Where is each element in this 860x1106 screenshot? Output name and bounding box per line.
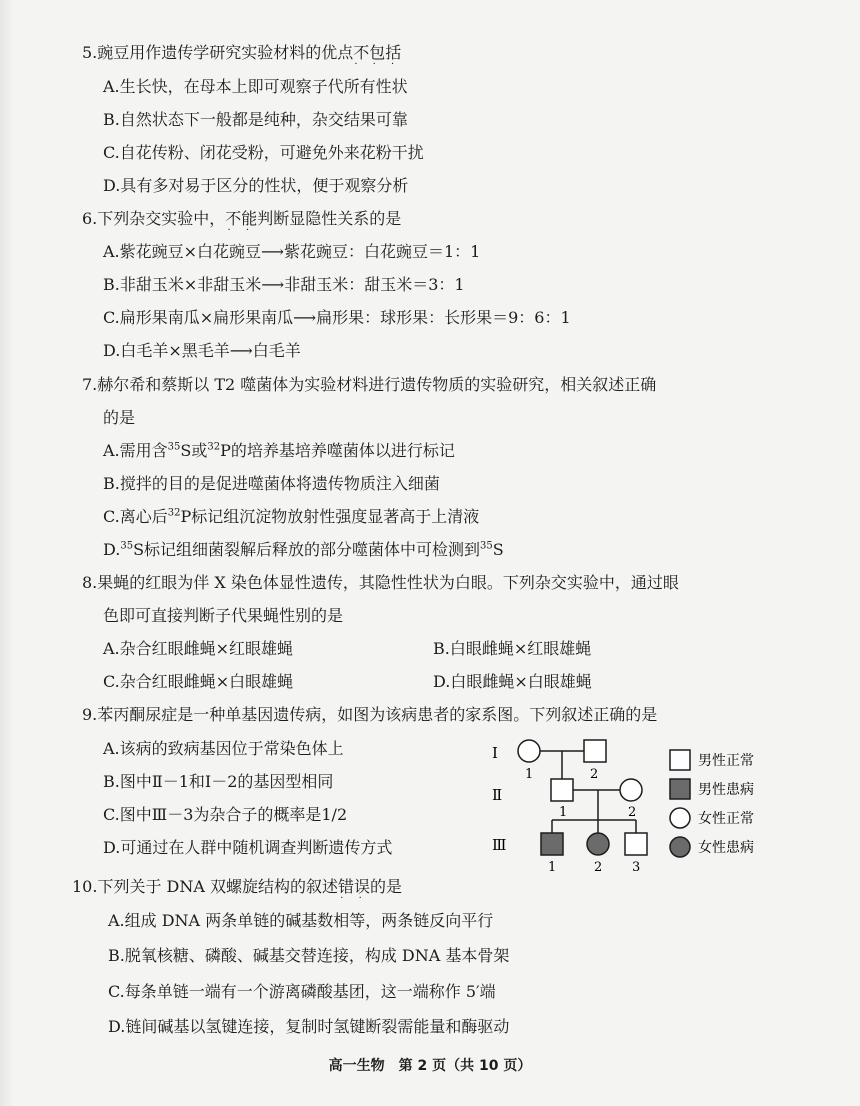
g1-2-male-normal xyxy=(584,740,606,762)
legend-male-affected-label: 男性患病 xyxy=(698,782,754,798)
q5-stem: 5.豌豆用作遗传学研究实验材料的优点不包括 · · · xyxy=(82,43,402,70)
q5-emphasis: 不包括 · · · xyxy=(353,43,402,70)
q9-option-c: C.图中Ⅲ－3为杂合子的概率是1/2 xyxy=(103,805,348,824)
generation-label-iii: Ⅲ xyxy=(492,836,507,854)
q10-option-a: A.组成 DNA 两条单链的碱基数相等，两条链反向平行 xyxy=(108,911,494,930)
legend-female-normal-icon xyxy=(670,808,690,828)
q8-option-b: B.白眼雌蝇×红眼雄蝇 xyxy=(433,639,592,658)
q10-stem: 10.下列关于 DNA 双螺旋结构的叙述错误 · · 的是 xyxy=(72,877,403,904)
q6-option-a: A.紫花豌豆×白花豌豆⟶紫花豌豆：白花豌豆＝1：1 xyxy=(103,242,481,261)
q7-option-b: B.搅拌的目的是促进噬菌体将遗传物质注入细菌 xyxy=(103,474,440,493)
q8-option-a: A.杂合红眼雌蝇×红眼雄蝇 xyxy=(103,639,294,658)
legend-male-affected-icon xyxy=(670,779,690,799)
q6-option-d: D.白毛羊×黑毛羊⟶白毛羊 xyxy=(103,341,301,360)
generation-label-ii: Ⅱ xyxy=(492,786,503,804)
page-footer: 高一生物 第 2 页（共 10 页） xyxy=(328,1058,532,1074)
generation-label-i: Ⅰ xyxy=(492,744,498,762)
q8-option-d: D.白眼雌蝇×白眼雄蝇 xyxy=(433,672,592,691)
g1-1-female-normal xyxy=(518,740,540,762)
legend-female-affected-icon xyxy=(670,837,690,857)
legend-male-normal-icon xyxy=(670,750,690,770)
q7-option-a: A.需用含$^{35}$S或$^{32}$P的培养基培养噬菌体以进行标记 xyxy=(103,441,455,460)
q7-stem-line1: 7.赫尔希和蔡斯以 T2 噬菌体为实验材料进行遗传物质的实验研究，相关叙述正确 xyxy=(82,375,657,394)
q6-stem: 6.下列杂交实验中，不能 · · 判断显隐性关系的是 xyxy=(82,209,402,236)
q5-option-c: C.自花传粉、闭花受粉，可避免外来花粉干扰 xyxy=(103,143,424,162)
q7-stem-line2: 的是 xyxy=(103,408,136,427)
q8-option-c: C.杂合红眼雌蝇×白眼雄蝇 xyxy=(103,672,294,691)
g3-2-female-affected xyxy=(587,833,609,855)
q6-option-c: C.扁形果南瓜×扁形果南瓜⟶扁形果：球形果：长形果＝9：6：1 xyxy=(103,308,571,327)
g3-3-number: 3 xyxy=(632,860,641,875)
q9-stem: 9.苯丙酮尿症是一种单基因遗传病，如图为该病患者的家系图。下列叙述正确的是 xyxy=(82,705,658,724)
q7-option-d: D.$^{35}$S标记组细菌裂解后释放的部分噬菌体中可检测到$^{35}$S xyxy=(103,540,504,559)
q8-stem-line2: 色即可直接判断子代果蝇性别的是 xyxy=(103,606,344,625)
q6-emphasis: 不能 · · xyxy=(225,209,258,236)
g3-3-male-normal xyxy=(625,833,647,855)
g1-1-number: 1 xyxy=(525,767,534,782)
q10-option-d: D.链间碱基以氢键连接，复制时氢键断裂需能量和酶驱动 xyxy=(108,1017,510,1036)
q9-option-b: B.图中Ⅱ－1和Ⅰ－2的基因型相同 xyxy=(103,772,334,791)
scan-edge xyxy=(0,0,14,1106)
pedigree-diagram xyxy=(488,736,788,876)
g2-1-number: 1 xyxy=(559,805,568,820)
g3-1-number: 1 xyxy=(548,860,557,875)
g2-2-female-normal xyxy=(620,779,642,801)
legend-male-normal-label: 男性正常 xyxy=(698,753,754,769)
g2-2-number: 2 xyxy=(628,805,637,820)
g1-2-number: 2 xyxy=(590,767,599,782)
q5-option-b: B.自然状态下一般都是纯种，杂交结果可靠 xyxy=(103,110,408,129)
q7-option-c: C.离心后$^{32}$P标记组沉淀物放射性强度显著高于上清液 xyxy=(103,507,480,526)
q8-stem-line1: 8.果蝇的红眼为伴 X 染色体显性遗传，其隐性性状为白眼。下列杂交实验中，通过眼 xyxy=(82,573,679,592)
q6-option-b: B.非甜玉米×非甜玉米⟶非甜玉米：甜玉米＝3：1 xyxy=(103,275,465,294)
q9-option-a: A.该病的致病基因位于常染色体上 xyxy=(103,739,344,758)
q10-option-c: C.每条单链一端有一个游离磷酸基团，这一端称作 5′端 xyxy=(108,982,496,1001)
g3-1-male-affected xyxy=(541,833,563,855)
q10-option-b: B.脱氧核糖、磷酸、碱基交替连接，构成 DNA 基本骨架 xyxy=(108,946,510,965)
g2-1-male-normal xyxy=(551,779,573,801)
legend-female-normal-label: 女性正常 xyxy=(698,811,754,827)
q5-option-a: A.生长快，在母本上即可观察子代所有性状 xyxy=(103,77,408,96)
g3-2-number: 2 xyxy=(594,860,603,875)
q9-option-d: D.可通过在人群中随机调查判断遗传方式 xyxy=(103,838,393,857)
q10-emphasis: 错误 · · xyxy=(338,877,371,904)
q5-option-d: D.具有多对易于区分的性状，便于观察分析 xyxy=(103,176,409,195)
legend-female-affected-label: 女性患病 xyxy=(698,840,754,856)
